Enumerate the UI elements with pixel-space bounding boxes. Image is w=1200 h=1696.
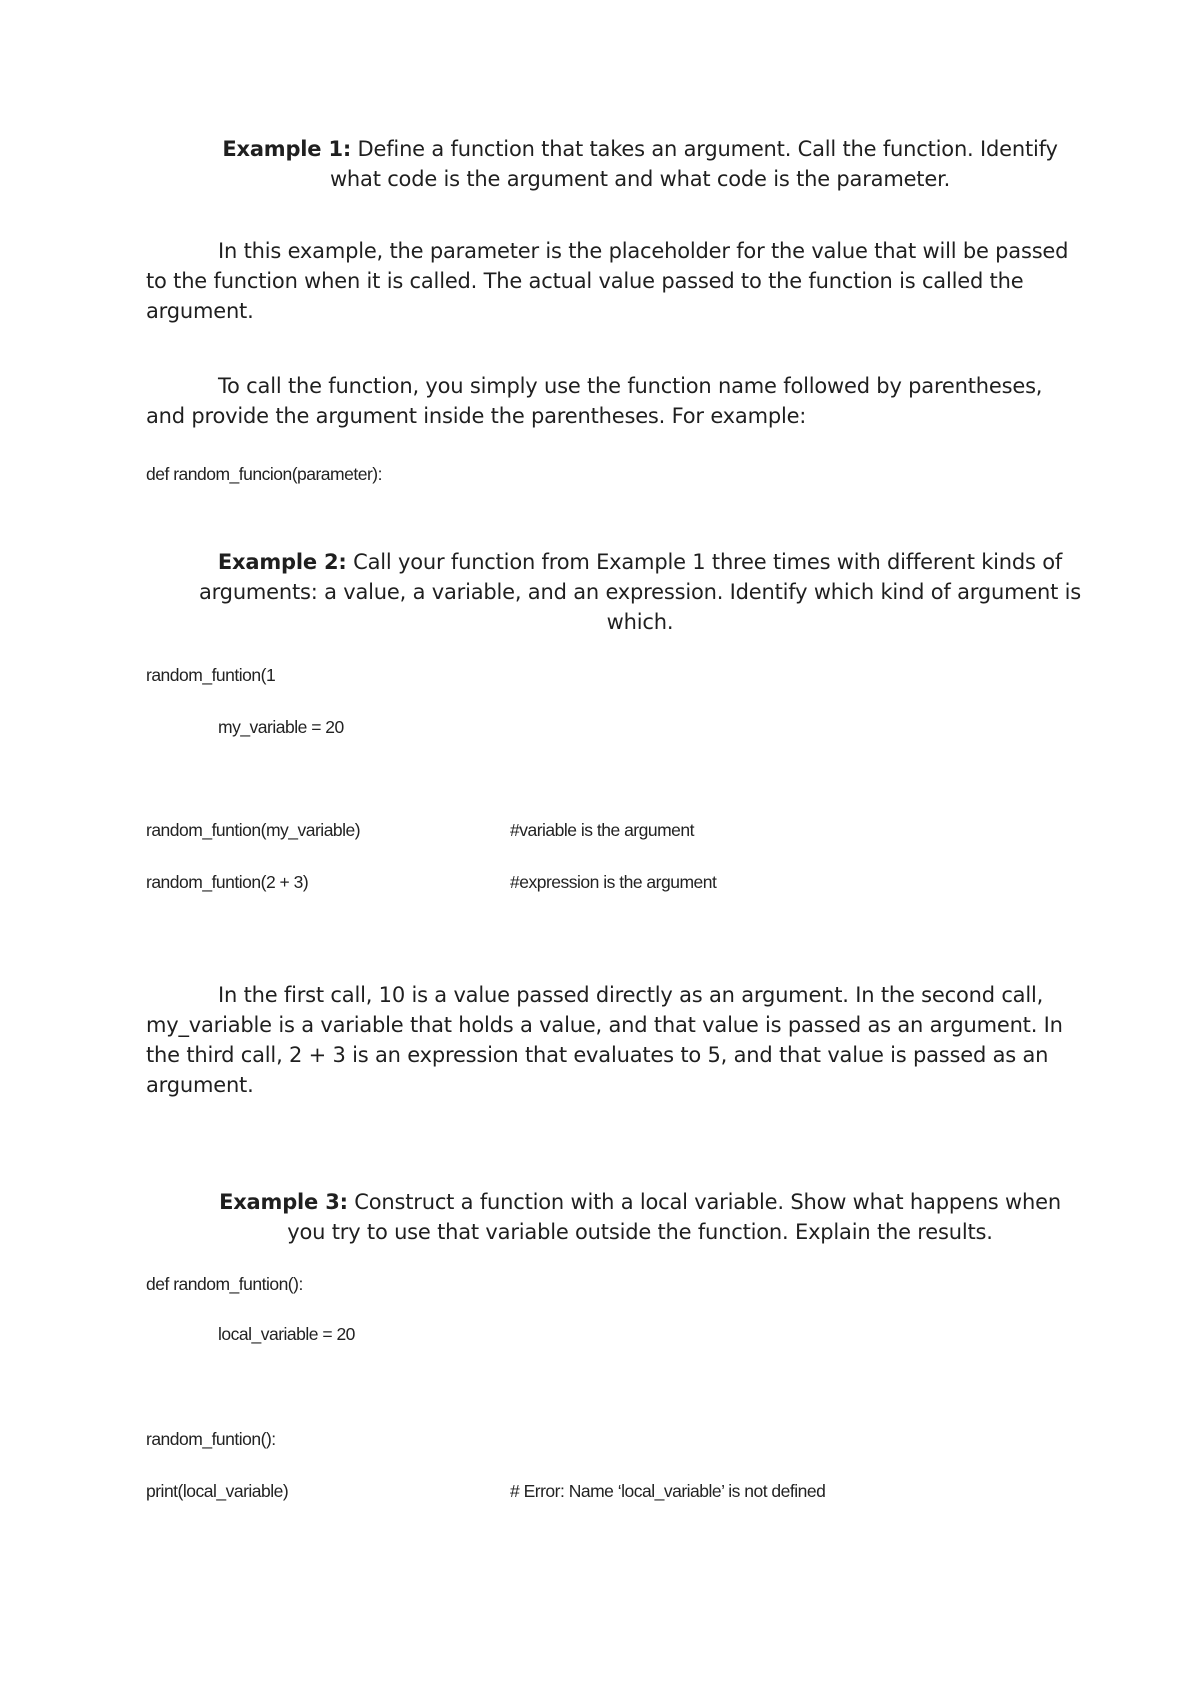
example1-paragraph-2: To call the function, you simply use the function name followed by parentheses, and provide the argument inside the parentheses. For example: [146, 374, 1043, 428]
example3-prompt: Construct a function with a local variable. Show what happens when you try to use that variable outside the function. Explain the results. [287, 1190, 1061, 1244]
example2-comment-expression: #expression is the argument [510, 872, 717, 892]
example1-heading [198, 134, 1082, 194]
example2-prompt: Call your function from Example 1 three times with different kinds of arguments: a value, a variable, and an expression. Identify which kind of argument is which. [198, 550, 1082, 634]
example3-code-call: random_funtion(): [146, 1429, 276, 1449]
example2-code-call-variable: random_funtion(my_variable) [146, 820, 361, 840]
example2-code-call-expression: random_funtion(2 + 3) [146, 872, 309, 892]
example2-label: Example 2: [217, 550, 347, 574]
example1-code-def: def random_funcion(parameter): [146, 464, 382, 484]
example2-code-call-value: random_funtion(1 [146, 665, 276, 685]
example3-heading [198, 1187, 1082, 1247]
example1-paragraph-1: In this example, the parameter is the placeholder for the value that will be passed to the function when it is called. The actual value passed to the function is called the argument. [146, 239, 1069, 323]
example2-heading [194, 547, 1086, 637]
example2-code-assign: my_variable = 20 [218, 717, 344, 737]
example3-code-print: print(local_variable) [146, 1481, 289, 1501]
example1-prompt: Define a function that takes an argument. Call the function. Identify what code is the argument and what code is the parameter. [329, 137, 1058, 191]
example2-paragraph: In the first call, 10 is a value passed directly as an argument. In the second call, my_variable is a variable that holds a value, and that value is passed as an argument. In the third call, 2 + 3 is an expression that evaluates to 5, and that value is passed as an argument. [146, 983, 1063, 1097]
example3-label: Example 3: [219, 1190, 348, 1214]
example2-comment-variable: #variable is the argument [510, 820, 694, 840]
example3-code-local: local_variable = 20 [218, 1324, 355, 1344]
example3-comment-error: # Error: Name ‘local_variable’ is not defined [510, 1481, 826, 1501]
example1-label: Example 1: [222, 137, 352, 161]
example3-code-def: def random_funtion(): [146, 1274, 303, 1294]
